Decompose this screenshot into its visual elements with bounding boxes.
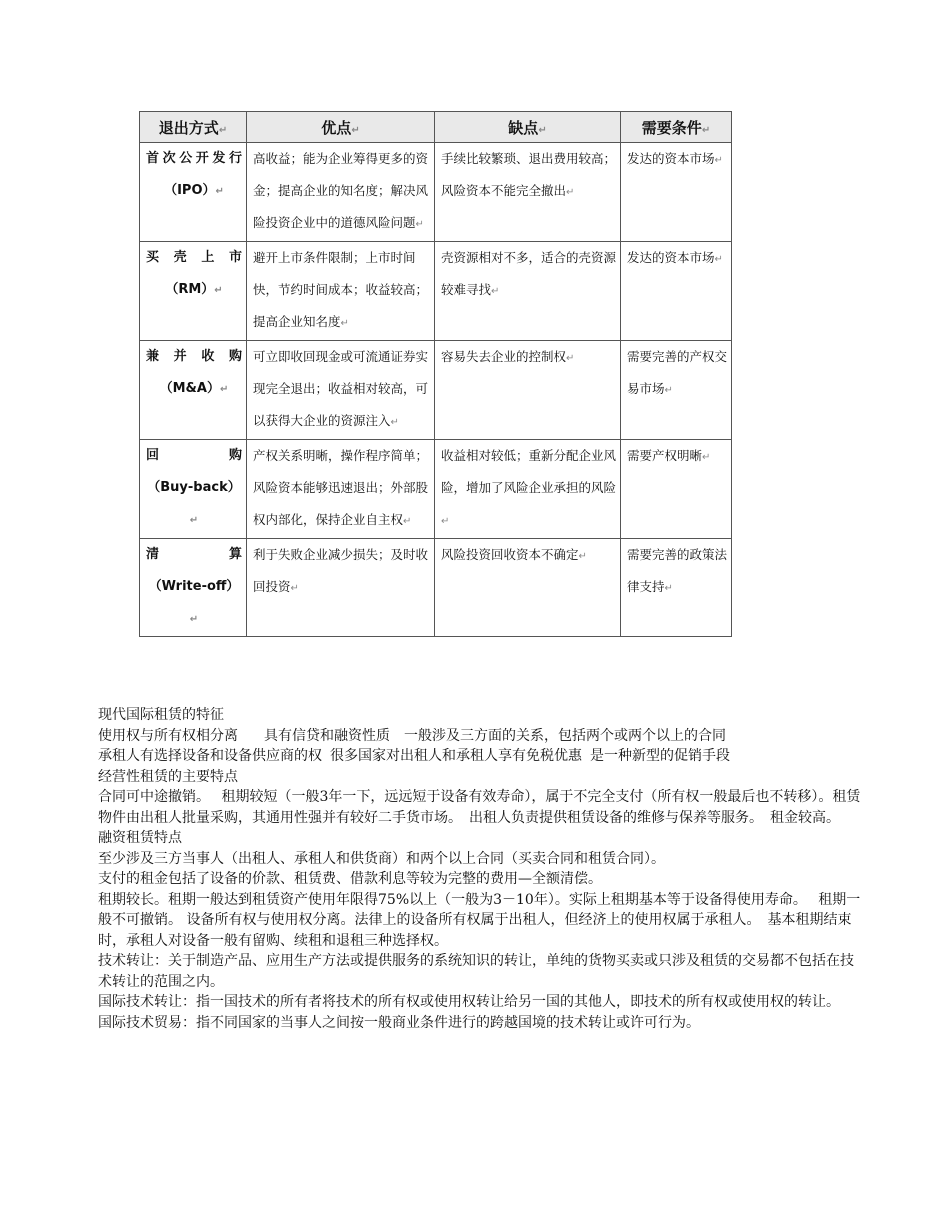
table-header-row: [140, 112, 732, 143]
leasing-features-line-1: 使用权与所有权相分离 具有信贷和融资性质 一般涉及三方面的关系，包括两个或两个以上的合同: [98, 727, 726, 744]
leasing-features-line-2: 承租人有选择设备和设备供应商的权 很多国家对出租人和承租人享有免税优惠 是一种新型的促销手段: [98, 748, 730, 764]
exit-method-cell: 清算 （Write-off）↵: [140, 539, 247, 637]
conditions-cell: 发达的资本市场↵: [621, 242, 732, 341]
paragraph: 技术转让：关于制造产品、应用生产方法或提供服务的系统知识的转让，单纯的货物买卖或只涉及租赁的交易都不包括在技术转让的范围之内。: [98, 953, 854, 990]
section-heading-finance-lease: 融资租赁特点: [98, 830, 182, 846]
disadvantages-cell: 收益相对较低；重新分配企业风险，增加了风险企业承担的风险↵: [435, 440, 621, 539]
table-row: [140, 539, 732, 637]
exit-methods-table: [139, 111, 732, 637]
disadvantages-cell: 手续比较繁琐、退出费用较高；风险资本不能完全撤出↵: [435, 143, 621, 242]
section-heading-operating-lease: 经营性租赁的主要特点: [98, 768, 238, 785]
paragraph: 支付的租金包括了设备的价款、租赁费、借款利息等较为完整的费用—全额清偿。: [98, 871, 602, 887]
exit-method-cell: 回购 （Buy-back）↵: [140, 440, 247, 539]
disadvantages-cell: 容易失去企业的控制权↵: [435, 341, 621, 440]
paragraph: 合同可中途撤销。 租期较短（一般3年一下，远远短于设备有效寿命），属于不完全支付（所有权一般最后也不转移）。租赁物件由出租人批量采购，其通用性强并有较好二手货市场。 出租人负责提供租赁设备的维修与保养等服务。 租金较高。: [98, 789, 861, 826]
exit-methods-table-container: [139, 111, 731, 637]
exit-method-cell: 首次公开发行 （IPO）↵: [140, 143, 247, 242]
advantages-cell: 高收益；能为企业筹得更多的资金；提高企业的知名度；解决风险投资企业中的道德风险问题↵: [247, 143, 435, 242]
advantages-cell: 产权关系明晰，操作程序简单；风险资本能够迅速退出；外部股权内部化，保持企业自主权↵: [247, 440, 435, 539]
header-conditions: 需要条件↵: [621, 112, 732, 143]
conditions-cell: 发达的资本市场↵: [621, 143, 732, 242]
exit-method-cell: 兼并收购 （M&A）↵: [140, 341, 247, 440]
table-row: [140, 242, 732, 341]
header-disadvantages: 缺点↵: [435, 112, 621, 143]
document-body: [98, 705, 866, 1033]
table-row: [140, 440, 732, 539]
conditions-cell: 需要产权明晰↵: [621, 440, 732, 539]
advantages-cell: 可立即收回现金或可流通证券实现完全退出；收益相对较高，可以获得大企业的资源注入↵: [247, 341, 435, 440]
table-row: [140, 143, 732, 242]
section-heading-modern-leasing: 现代国际租赁的特征: [98, 707, 224, 723]
advantages-cell: 避开上市条件限制；上市时间快，节约时间成本；收益较高；提高企业知名度↵: [247, 242, 435, 341]
conditions-cell: 需要完善的政策法律支持↵: [621, 539, 732, 637]
paragraph: 国际技术转让：指一国技术的所有者将技术的所有权或使用权转让给另一国的其他人，即技术的所有权或使用权的转让。: [98, 994, 840, 1010]
table-row: [140, 341, 732, 440]
advantages-cell: 利于失败企业减少损失；及时收回投资↵: [247, 539, 435, 637]
exit-method-cell: 买壳上市 （RM）↵: [140, 242, 247, 341]
conditions-cell: 需要完善的产权交易市场↵: [621, 341, 732, 440]
paragraph: 国际技术贸易：指不同国家的当事人之间按一般商业条件进行的跨越国境的技术转让或许可行为。: [98, 1014, 700, 1031]
disadvantages-cell: 壳资源相对不多，适合的壳资源较难寻找↵: [435, 242, 621, 341]
header-advantages: 优点↵: [247, 112, 435, 143]
disadvantages-cell: 风险投资回收资本不确定↵: [435, 539, 621, 637]
paragraph: 租期较长。租期一般达到租赁资产使用年限得75%以上（一般为3－10年）。实际上租期基本等于设备得使用寿命。 租期一般不可撤销。 设备所有权与使用权分离。法律上的设备所有权属于出租人，但经济上的使用权属于承租人。 基本租期结束时，承租人对设备一般有留购、续租和退租三种选择权。: [98, 891, 861, 949]
paragraph: 至少涉及三方当事人（出租人、承租人和供货商）和两个以上合同（买卖合同和租赁合同）。: [98, 850, 665, 867]
header-exit-method: 退出方式↵: [140, 112, 247, 143]
